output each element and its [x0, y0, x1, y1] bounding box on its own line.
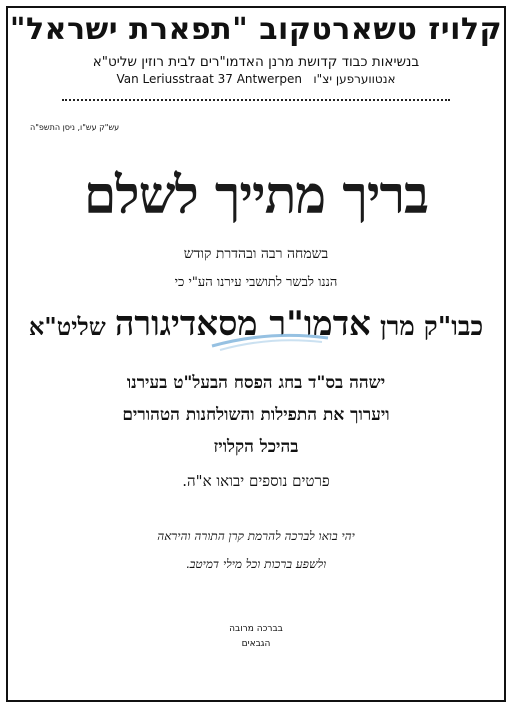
- rebbe-prefix: כבו"ק מרן: [379, 312, 484, 342]
- address-latin: Van Leriusstraat 37 Antwerpen: [116, 72, 302, 86]
- announce-line: הננו לבשר לתושבי עירנו הע"י כי: [174, 275, 338, 290]
- intro-line: בשמחה רבה ובהדרת קודש: [183, 246, 329, 262]
- patronage-line: בנשיאות כבוד קדושת מרנן האדמו"רים לבית רוזין שליט"א: [92, 54, 420, 70]
- date-line: עש"ק עש"ו, ניסן התשפ"ה: [30, 123, 120, 132]
- event-line-1: ישהה בס"ד בחג הפסח הבעל"ט בעירנו: [126, 373, 386, 393]
- rebbe-suffix: שליט"א: [28, 312, 106, 341]
- signature-gabbaim: הגבאים: [241, 639, 271, 649]
- event-line-2: ויערוך את התפילות והשולחנות הטהורים: [122, 405, 390, 425]
- page-border: [6, 6, 506, 702]
- event-line-3: בהיכל הקלויז: [213, 437, 299, 457]
- signature-greeting: בברכה מרובה: [229, 624, 283, 634]
- decorative-swoosh: [210, 328, 330, 354]
- headline: בריך מתייך לשלם: [83, 165, 429, 226]
- blessing-line-2: ולשפע ברכות וכל מילי דמיטב.: [185, 557, 327, 571]
- details-note: פרטים נוספים יבואו א"ה.: [182, 472, 330, 490]
- dotted-divider: [62, 99, 450, 101]
- rebbe-name: אדמו"ר מסאדיגורה: [114, 304, 371, 344]
- blessing-line-1: יהי בואו לברכה להרמת קרן התורה והיראה: [157, 529, 355, 543]
- organization-title: קלויז טשארטקוב "תפארת ישראל": [9, 12, 503, 47]
- address-hebrew: אנטווערפען יצ"ו: [313, 72, 396, 86]
- address-line: [0, 72, 512, 86]
